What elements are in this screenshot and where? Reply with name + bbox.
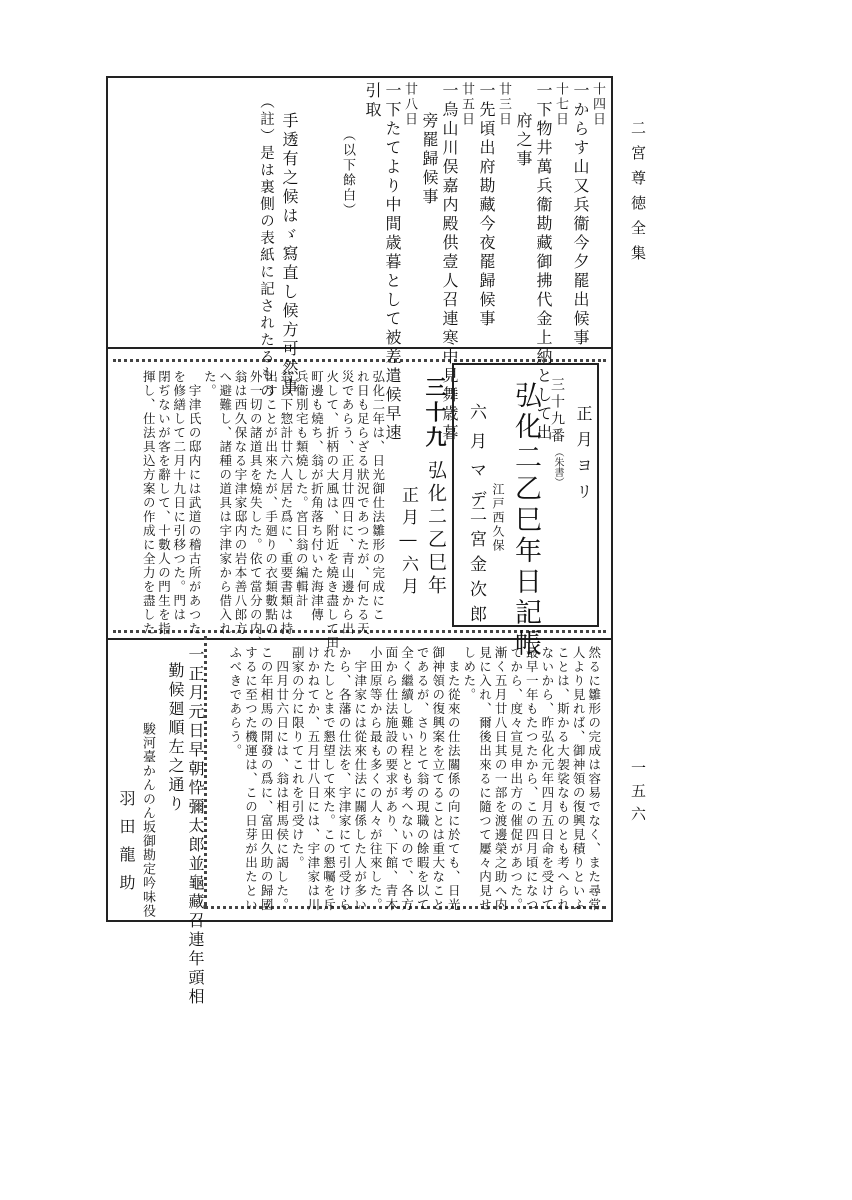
entry-line: 一先頃出府勘藏今夜罷歸候事 — [477, 82, 496, 329]
dotted-rule-upper — [113, 359, 606, 362]
commentary-line: この年相馬の開發の爲に、富田久助の歸國 — [259, 646, 275, 912]
commentary-line: 出すことが出來たが、手廻りの衣類數點の — [263, 370, 279, 636]
commentary-line: 火して、折柄の大風は、附近を燒き盡して田 — [324, 370, 340, 650]
title-red-ink-note: （朱書） — [552, 447, 563, 487]
entry-line: 引取 — [363, 82, 382, 120]
commentary-line: 漸く五月廿八日其の一部を渡邊榮之助へ内 — [493, 646, 509, 912]
commentary-line: た。 — [202, 370, 218, 398]
entry-date: 十四日 — [590, 82, 605, 127]
commentary-line: 外一切の諸道具を燒失した。依て當分の内、 — [248, 370, 264, 650]
commentary-line: 人より見れば、御神領の復興見積りといふ — [571, 646, 587, 912]
entry-line: 一下たてより中間歳暮として被差遣候早速 — [383, 82, 402, 443]
entry-date: 十七日 — [553, 82, 568, 127]
commentary-line: 宇津氏の邸内には武道の稽古所があつた — [187, 370, 203, 636]
section-number: 三十九 — [423, 376, 448, 451]
remainder-blank-note: （以下餘白） — [340, 128, 355, 218]
commentary-line: けかねてか、五月廿八日には、宇津家は川 — [305, 646, 321, 912]
entry-line: 府之事 — [514, 112, 533, 169]
title-main: 弘化二乙巳年日記帳 — [510, 381, 541, 660]
commentary-line: 町邊も燒ち、翁が折角落ち付いた海津傳 — [309, 370, 325, 622]
entry-line: 一正月元日早朝忰彌太郎並龜藏召連年頭相 — [186, 646, 205, 1007]
title-number: 三十九番 — [549, 377, 565, 445]
title-place: 江戸西久保 — [491, 483, 505, 553]
entry-date: 廿三日 — [496, 82, 511, 127]
commentary-line: 副家の分に限りてこれを引受けた。 — [290, 646, 306, 870]
commentary-line: 御神領の復興案を立てることは重大なこと — [430, 646, 446, 912]
title-from: 正月ヨリ — [574, 405, 593, 509]
diary-title-box — [452, 363, 599, 660]
commentary-line: 宇津家には從來仕法に關係した人が多い — [352, 646, 368, 912]
commentary-line: 揮し、仕法具込方案の作成に全力を盡した — [141, 370, 157, 636]
commentary-line: であるが、さりとて翁の現職の餘暇を以て — [415, 646, 431, 912]
commentary-line: へ避難し、諸種の道具は宇津家から借入れ — [217, 370, 233, 636]
addressee-name: 羽田龍助 — [117, 790, 136, 902]
commentary-line: するに至つた機運は、この日芽が出たとい — [243, 646, 259, 912]
commentary-line: 弘化二年は、日光御仕法雛形の完成にこ — [370, 370, 386, 622]
commentary-line: ことは、斯かる大袈裟なものとも考へられ — [555, 646, 571, 912]
addressee-title: 駿河臺かんのん坂御勘定吟味役 — [140, 722, 155, 918]
entry-line: 一からす山又兵衞今夕罷出候事 — [571, 82, 590, 348]
entry-line: 旁罷歸候事 — [420, 112, 439, 207]
commentary-line: てから、度々宣見申出方の催促があつた。 — [508, 646, 524, 912]
commentary-line: 全く繼續し難い程とも考へないので、各方 — [399, 646, 415, 912]
commentary-line: 閉ぢないが客を辭して、十數人の門生を指 — [156, 370, 172, 636]
commentary-line: 然るに雛形の完成は容易でなく、また尋常 — [586, 646, 602, 912]
entry-line: 勤候廻順左之通り — [166, 662, 185, 814]
section-era: 弘化二乙巳年 — [425, 460, 447, 598]
title-author: 二宮金次郎 — [466, 505, 486, 630]
commentary-line: 面から仕法施設の要求があり、下館、青木 — [383, 646, 399, 912]
commentary-line: 災であらう、正月廿四日に、青山邊から出 — [340, 370, 356, 636]
commentary-line: 兵衞別宅も類燒した。宮日翁の編輯計 — [294, 370, 310, 608]
commentary-line: から、各藩の仕法を、宇津家にて引受けら — [337, 646, 353, 912]
entry-date: 廿五日 — [459, 82, 474, 127]
copy-note-line: 手透有之候はゞ寫直し候方可然事 — [280, 112, 299, 397]
commentary-line: 小田原等から最も多くの人々が往來した。 — [368, 646, 384, 912]
commentary-line: しめた。 — [461, 646, 477, 702]
commentary-line: 四月廿六日には、翁は相馬侯に謁した。 — [274, 646, 290, 912]
entry-line: 一烏山川俣嘉内殿供壹人召連寒中見舞歳暮 — [440, 82, 459, 443]
commentary-line: ないから、昨弘化元年四月五日命を受けて — [539, 646, 555, 912]
entry-date: 廿八日 — [402, 82, 417, 127]
commentary-line: れたしとまで懇望して來た。この懇囑を斥 — [321, 646, 337, 912]
annotation-line: （註）是は裏側の表紙に記されたるもの — [258, 94, 274, 400]
running-header: 二宮尊徳全集 — [629, 120, 647, 270]
commentary-line: 翁以下惣計廿六人居た爲に、重要書類は持 — [278, 370, 294, 636]
commentary-line: を修繕して二月十九日に引移つた。門は — [171, 370, 187, 622]
entry-line: 一下物井萬兵衞勘藏御拂代金上納として出 — [534, 82, 553, 443]
title-to: 六月マデ — [466, 403, 486, 519]
commentary-line: 見に入れ、爾後出來るに隨つて屢々内見せ — [477, 646, 493, 912]
section-months: 正月―六月 — [398, 486, 418, 599]
commentary-line: れ日も足らざる狀況であつたが、何たる天 — [355, 370, 371, 636]
page-number: 一五六 — [629, 760, 647, 829]
commentary-line: 最早一年もたつたから、この四月頃になつ — [524, 646, 540, 912]
commentary-line: また從來の仕法關係の向に於ても、日光 — [446, 646, 462, 912]
commentary-line: 翁は西久保なる宇津家邸内の岩本善八郎方 — [233, 370, 248, 636]
commentary-line: ふべきであらう。 — [227, 646, 243, 758]
